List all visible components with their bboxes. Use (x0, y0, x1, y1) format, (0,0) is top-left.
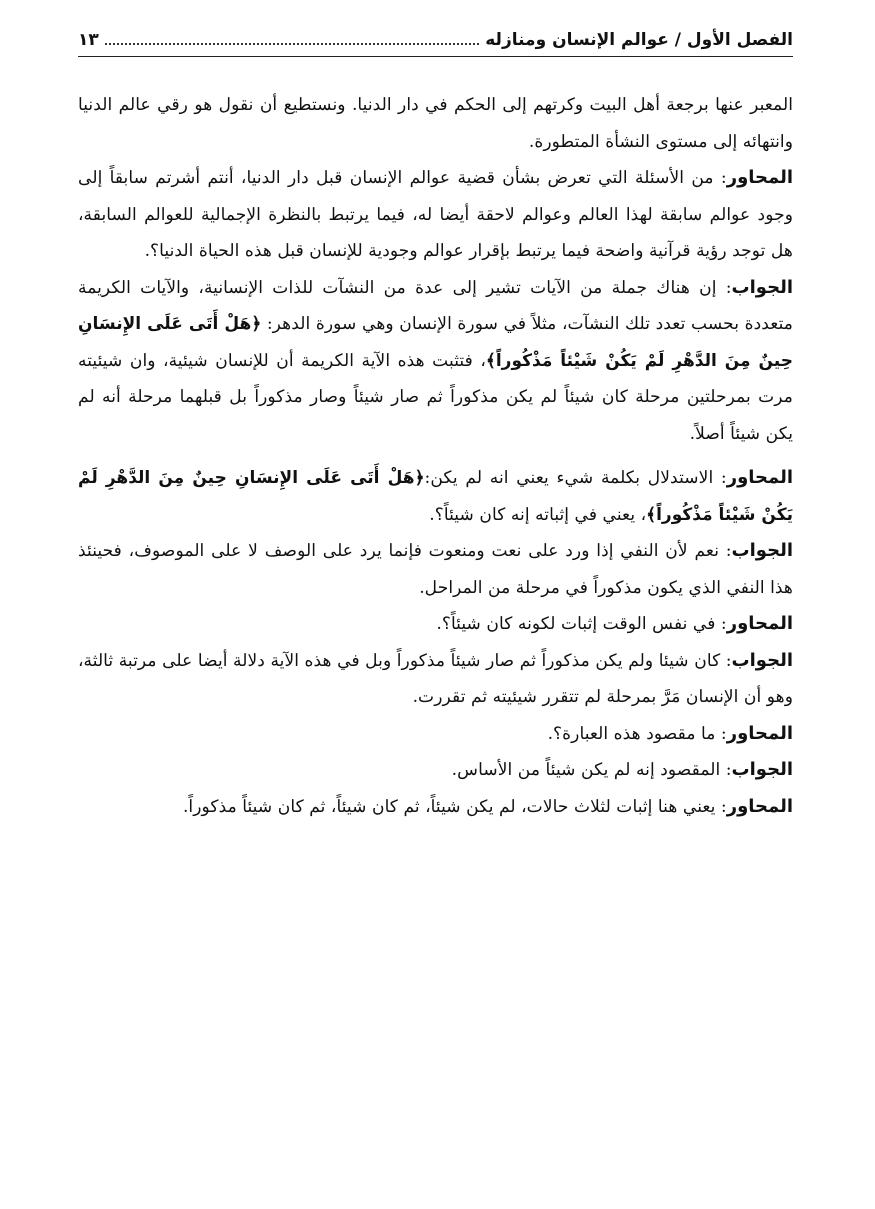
speaker-label: المحاور (726, 795, 793, 817)
paragraph-text: : من الأسئلة التي تعرض بشأن قضية عوالم الإنسان قبل دار الدنيا، أنتم أشرتم سابقاً إلى وجود عوالم سابقة لهذا العالم وعوالم لاحقة أيضا له، فيما يرتبط بالنظرة الإجمالية للعوالم السابقة، هل توجد رؤية قرآنية واضحة فيما يرتبط بإقرار عوالم وجودية للإنسان قبل هذه الحياة الدنيا؟. (78, 168, 793, 261)
paragraph-text: المعبر عنها برجعة أهل البيت وكرتهم إلى الحكم في دار الدنيا. ونستطيع أن نقول هو رقي عالم الدنيا وانتهائه إلى مستوى النشأة المتطورة. (78, 95, 793, 152)
paragraph-answer (78, 270, 793, 453)
paragraph-answer (78, 533, 793, 606)
paragraph-text: : المقصود إنه لم يكن شيئاً من الأساس. (451, 760, 732, 780)
paragraph-answer (78, 643, 793, 716)
paragraph-intro (78, 87, 793, 160)
speaker-label: الجواب (731, 649, 793, 671)
speaker-label: المحاور (726, 613, 793, 634)
speaker-label: المحاور (726, 722, 793, 744)
page-header (78, 30, 793, 57)
speaker-label: الجواب (731, 276, 793, 298)
paragraph-answer (78, 752, 793, 789)
paragraph-text-after: ، فتثبت هذه الآية الكريمة أن للإنسان شيئية، وان شيئيته مرت بمرحلتين مرحلة كان شيئاً لم يكن مذكوراً ثم صار شيئاً وصار مذكوراً بل قبلهما مرحلة أنه لم يكن شيئاً أصلاً. (78, 350, 793, 444)
paragraph-question (78, 716, 793, 753)
speaker-label: المحاور (726, 467, 793, 488)
speaker-label: الجواب (731, 540, 793, 561)
paragraph-text: : إن هناك جملة من الآيات تشير إلى عدة من النشآت للذات الإنسانية، والآيات الكريمة متعددة بحسب تعدد تلك النشآت، مثلاً في سورة الإنسان وهي سورة الدهر: (78, 277, 793, 334)
quran-verse: ﴿هَلْ أَتَى عَلَى الإِنسَانِ حِينٌ مِنَ الدَّهْرِ لَمْ يَكُنْ شَيْئاً مَذْكُوراً﴾ (78, 314, 793, 371)
paragraph-text: : نعم لأن النفي إذا ورد على نعت ومنعوت فإنما يرد على الوصف لا على الموصوف، فحينئذ هذا النفي الذي يكون مذكوراً في مرحلة من المراحل. (78, 541, 793, 598)
speaker-label: المحاور (726, 167, 793, 188)
page-body (78, 87, 793, 825)
paragraph-text: : يعني هنا إثبات لثلاث حالات، لم يكن شيئاً، ثم كان شيئاً، ثم كان شيئاً مذكوراً. (182, 796, 727, 817)
paragraph-text: : ما مقصود هذه العبارة؟. (547, 723, 727, 744)
paragraph-question (78, 606, 793, 643)
chapter-title: الفصل الأول / عوالم الإنسان ومنازله (485, 30, 793, 50)
paragraph-question (78, 789, 793, 826)
paragraph-text-after: ، يعني في إثباته إنه كان شيئاً؟. (429, 504, 647, 525)
quran-verse: ﴿هَلْ أَتَى عَلَى الإِنسَانِ حِينٌ مِنَ الدَّهْرِ لَمْ يَكُنْ شَيْئاً مَذْكُوراً﴾ (78, 468, 793, 525)
header-dotted-leader (105, 31, 479, 45)
paragraph-text: : في نفس الوقت إثبات لكونه كان شيئاً؟. (436, 614, 727, 634)
paragraph-text: : الاستدلال بكلمة شيء يعني انه لم يكن: (424, 468, 727, 488)
paragraph-question (78, 160, 793, 270)
paragraph-text: : كان شيئا ولم يكن مذكوراً ثم صار شيئاً مذكوراً وبل في هذه الآية دلالة أيضا على مرتبة ثالثة، وهو أن الإنسان مَرَّ بمرحلة لم تتقرر شيئيته ثم تقررت. (78, 650, 793, 707)
speaker-label: الجواب (731, 759, 793, 780)
document-page (78, 30, 793, 825)
page-number: ١٣ (78, 30, 99, 50)
paragraph-question (78, 460, 793, 533)
